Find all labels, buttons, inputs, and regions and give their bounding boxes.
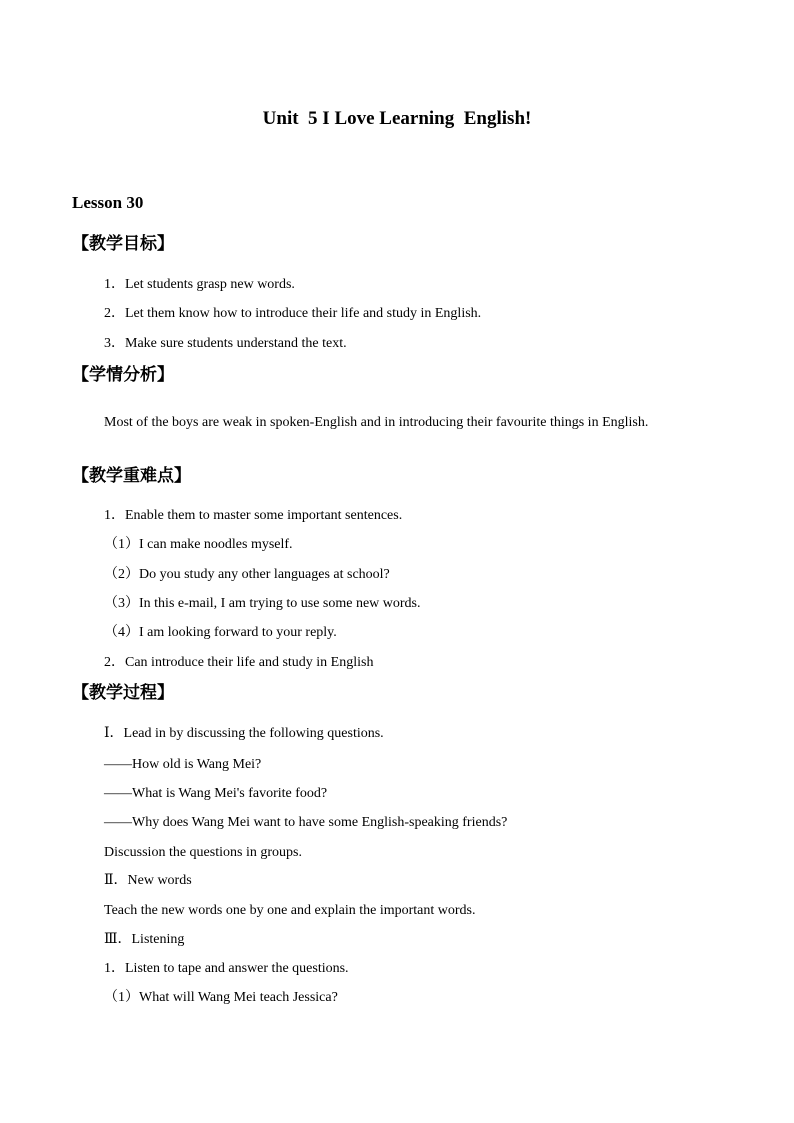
- keypoint-item: （2）Do you study any other languages at school?: [104, 567, 390, 582]
- objective-item: 2．Let them know how to introduce their life and study in English.: [104, 306, 482, 321]
- keypoint-item: 1．Enable them to master some important sentences.: [104, 508, 403, 523]
- process-item: Teach the new words one by one and explain the important words.: [104, 903, 476, 918]
- analysis-paragraph: Most of the boys are weak in spoken-English and in introducing their favourite things in English.: [104, 415, 649, 430]
- process-heading: 【教学过程】: [72, 683, 174, 703]
- process-item: Ⅲ．Listening: [104, 932, 185, 947]
- keypoint-item: （4）I am looking forward to your reply.: [104, 625, 337, 640]
- page-title: Unit 5 I Love Learning English!: [262, 108, 532, 129]
- process-item: ——Why does Wang Mei want to have some English-speaking friends?: [104, 815, 508, 830]
- process-item: Ⅰ．Lead in by discussing the following questions.: [104, 726, 384, 741]
- process-item: （1）What will Wang Mei teach Jessica?: [104, 990, 338, 1005]
- objectives-heading: 【教学目标】: [72, 234, 174, 254]
- keypoint-item: （3）In this e-mail, I am trying to use some new words.: [104, 596, 421, 611]
- process-item: Discussion the questions in groups.: [104, 845, 302, 860]
- keypoint-item: 2．Can introduce their life and study in English: [104, 655, 374, 670]
- keypoints-heading: 【教学重难点】: [72, 466, 191, 486]
- process-item: ——What is Wang Mei's favorite food?: [104, 786, 328, 801]
- objective-item: 1．Let students grasp new words.: [104, 277, 295, 292]
- lesson-heading: Lesson 30: [72, 193, 144, 212]
- process-item: ——How old is Wang Mei?: [104, 757, 262, 772]
- analysis-heading: 【学情分析】: [72, 365, 174, 385]
- process-item: 1．Listen to tape and answer the questions.: [104, 961, 349, 976]
- objective-item: 3．Make sure students understand the text.: [104, 336, 347, 351]
- process-item: Ⅱ．New words: [104, 873, 192, 888]
- keypoint-item: （1）I can make noodles myself.: [104, 537, 293, 552]
